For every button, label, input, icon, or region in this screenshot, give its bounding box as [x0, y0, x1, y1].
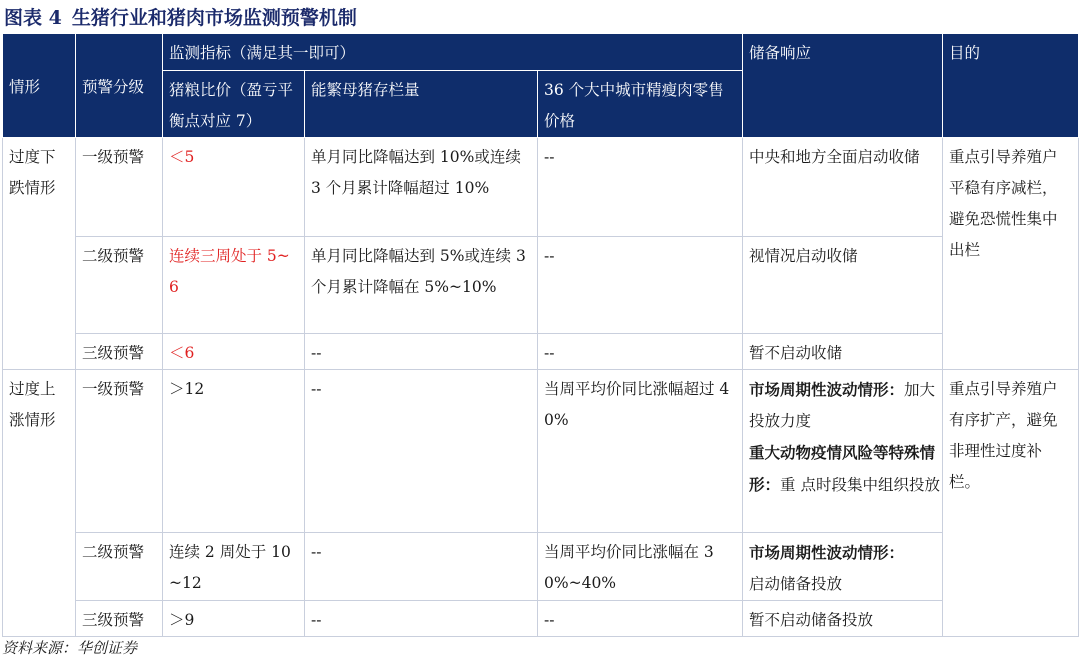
header-level: 预警分级 [76, 34, 163, 138]
pork-price-cell: 当周平均价同比涨幅在 30%~40% [538, 533, 743, 601]
level-cell: 二级预警 [76, 533, 163, 601]
reserve-cell [743, 370, 943, 533]
sows-cell: -- [305, 601, 538, 637]
table-row [3, 601, 1079, 637]
ratio-cell: ＜5 [163, 138, 305, 237]
pork-price-cell: -- [538, 601, 743, 637]
table-row [3, 138, 1079, 237]
sows-cell: 单月同比降幅达到 10%或连续 3 个月累计降幅超过 10% [305, 138, 538, 237]
reserve-cell: 中央和地方全面启动收储 [743, 138, 943, 237]
header-sows: 能繁母猪存栏量 [305, 71, 538, 138]
pork-price-cell: -- [538, 138, 743, 237]
ratio-cell: ＞9 [163, 601, 305, 637]
table-row [3, 533, 1079, 601]
sows-cell: -- [305, 370, 538, 533]
reserve-cell: 暂不启动收储 [743, 334, 943, 370]
sows-cell: 单月同比降幅达到 5%或连续 3 个月累计降幅在 5%~10% [305, 237, 538, 334]
header-ratio: 猪粮比价（盈亏平衡点对应 7） [163, 71, 305, 138]
figure-title [4, 4, 357, 32]
level-cell: 三级预警 [76, 601, 163, 637]
purpose-cell: 重点引导养殖户有序扩产，避免非理性过度补栏。 [943, 370, 1079, 637]
level-cell: 一级预警 [76, 138, 163, 237]
figure-title-text: 生猪行业和猪肉市场监测预警机制 [71, 7, 357, 29]
pork-price-cell: -- [538, 237, 743, 334]
level-cell: 一级预警 [76, 370, 163, 533]
figure-label: 图表 4 [4, 7, 62, 29]
reserve-cell [743, 533, 943, 601]
ratio-cell: 连续 2 周处于 10~12 [163, 533, 305, 601]
ratio-cell: ＜6 [163, 334, 305, 370]
reserve-condition-label: 市场周期性波动情形： [749, 380, 905, 399]
ratio-cell: ＞12 [163, 370, 305, 533]
reserve-cell: 暂不启动储备投放 [743, 601, 943, 637]
pork-price-cell: -- [538, 334, 743, 370]
reserve-cell: 视情况启动收储 [743, 237, 943, 334]
purpose-cell: 重点引导养殖户平稳有序减栏，避免恐慌性集中出栏 [943, 138, 1079, 370]
header-purpose: 目的 [943, 34, 1079, 138]
header-indicators: 监测指标（满足其一即可） [163, 34, 743, 71]
ratio-cell: 连续三周处于 5~6 [163, 237, 305, 334]
level-cell: 二级预警 [76, 237, 163, 334]
header-row-1 [3, 34, 1079, 71]
header-reserve: 储备响应 [743, 34, 943, 138]
reserve-condition-label: 市场周期性波动情形： [749, 543, 905, 562]
warning-mechanism-table [2, 33, 1079, 637]
table-row [3, 237, 1079, 334]
reserve-action: 启动储备投放 [749, 575, 843, 593]
reserve-action: 重 点时段集中组织投放 [780, 476, 940, 494]
pork-price-cell: 当周平均价同比涨幅超过 40% [538, 370, 743, 533]
situation-cell: 过度下跌情形 [3, 138, 76, 370]
table-row [3, 334, 1079, 370]
sows-cell: -- [305, 334, 538, 370]
table-row [3, 370, 1079, 533]
reserve-action: 加大投放力度 [749, 381, 936, 430]
header-pork-price: 36 个大中城市精瘦肉零售价格 [538, 71, 743, 138]
situation-cell: 过度上涨情形 [3, 370, 76, 637]
sows-cell: -- [305, 533, 538, 601]
source-note: 资料来源：华创证券 [2, 639, 138, 657]
reserve-condition-label: 重大动物疫情风险等特殊情形： [749, 443, 936, 494]
level-cell: 三级预警 [76, 334, 163, 370]
header-situation: 情形 [3, 34, 76, 138]
